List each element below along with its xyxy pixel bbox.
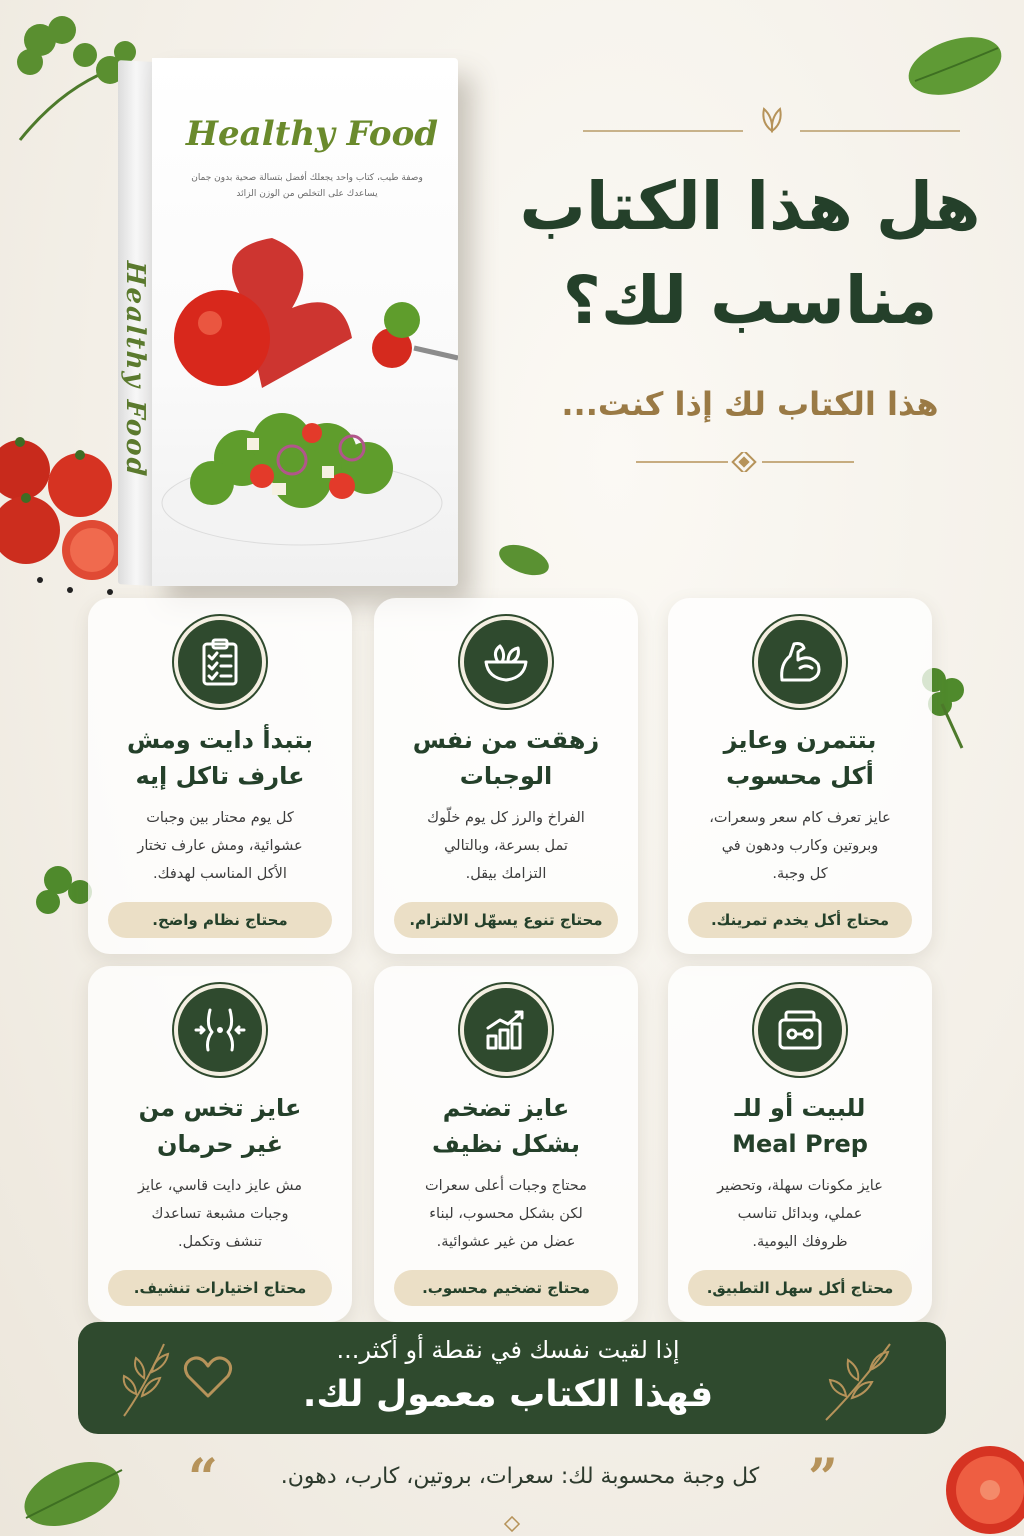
card-need-badge: محتاج نظام واضح.	[108, 902, 332, 938]
book-spine-title: Healthy Food	[120, 260, 150, 479]
card-title-line2: غير حرمان	[156, 1130, 284, 1158]
card-title-line1: بتتمرن وعايز	[723, 726, 877, 754]
card-desc-line3: ظروفك اليومية.	[752, 1234, 848, 1250]
branch-left-icon	[114, 1338, 174, 1420]
card-desc-line1: عايز تعرف كام سعر وسعرات،	[709, 810, 891, 826]
page-title	[480, 160, 1020, 348]
card-need-badge: محتاج تنوع يسهّل الالتزام.	[394, 902, 618, 938]
banner-line2: فهذا الكتاب معمول لك.	[302, 1374, 714, 1415]
card-desc-line2: وجبات مشبعة تساعدك	[151, 1206, 289, 1222]
header-line-right	[800, 130, 960, 132]
page-title-line1: هل هذا الكتاب	[519, 168, 981, 245]
card-training	[668, 598, 932, 954]
card-desc-line2: لكن بشكل محسوب، لبناء	[429, 1206, 583, 1222]
card-title	[386, 722, 626, 794]
card-desc-line1: عايز مكونات سهلة، وتحضير	[717, 1178, 883, 1194]
card-title	[100, 722, 340, 794]
card-desc-line3: الأكل المناسب لهدفك.	[153, 866, 287, 882]
book-cover	[152, 58, 458, 586]
card-title-line1: عايز تضخم	[442, 1094, 570, 1122]
card-description	[110, 804, 330, 888]
quote-open-icon: ”	[808, 1448, 838, 1509]
salad-bowl-photo	[152, 228, 458, 586]
basil-bottom-left-decoration	[14, 1448, 134, 1536]
card-title-line2: الوجبات	[459, 762, 553, 790]
card-title-line2: Meal Prep	[732, 1130, 868, 1158]
card-description	[396, 804, 616, 888]
card-meal-prep	[668, 966, 932, 1322]
tomato-bottom-right-decoration	[924, 1428, 1024, 1536]
heart-icon	[182, 1352, 234, 1400]
header-line-left	[583, 130, 743, 132]
card-desc-line3: عضل من غير عشوائية.	[436, 1234, 576, 1250]
card-desc-line1: الفراخ والرز كل يوم خلّوك	[427, 810, 585, 826]
card-description	[690, 804, 910, 888]
clipboard-checklist-icon	[174, 616, 266, 708]
card-diet-start	[88, 598, 352, 954]
card-desc-line3: التزامك بيقل.	[465, 866, 547, 882]
card-variety	[374, 598, 638, 954]
salad-bowl-icon	[460, 616, 552, 708]
card-description	[110, 1172, 330, 1256]
card-title-line2: عارف تاكل إيه	[135, 762, 305, 790]
branch-right-icon	[818, 1338, 898, 1424]
header-leaf-icon	[755, 103, 789, 133]
card-desc-line2: عملي، وبدائل تناسب	[737, 1206, 863, 1222]
card-desc-line2: تمل بسرعة، وبالتالي	[444, 838, 568, 854]
page-subtitle: هذا الكتاب لك إذا كنت...	[561, 385, 939, 423]
card-title-line1: للبيت أو للـ	[734, 1094, 866, 1122]
card-need-badge: محتاج أكل سهل التطبيق.	[688, 1270, 912, 1306]
book-cover-subtitle: وصفة طيب، كتاب واحد يجعلك أفضل بتسالة صحية بدون جمان يساعدك على التخلص من الوزن الزائد	[191, 173, 423, 199]
card-title	[100, 1090, 340, 1162]
growth-chart-icon	[460, 984, 552, 1076]
card-title-line1: بتبدأ دايت ومش	[126, 726, 314, 754]
card-desc-line1: محتاج وجبات أعلى سعرات	[425, 1178, 587, 1194]
card-clean-bulk	[374, 966, 638, 1322]
footer-quote: كل وجبة محسوبة لك: سعرات، بروتين، كارب، دهون.	[280, 1464, 760, 1489]
card-weight-loss	[88, 966, 352, 1322]
quote-close-icon: “	[188, 1448, 218, 1509]
card-title-line1: زهقت من نفس	[412, 726, 600, 754]
card-need-badge: محتاج اختيارات تنشيف.	[108, 1270, 332, 1306]
book-cover-title: Healthy Food	[185, 114, 439, 154]
basil-top-right-decoration	[900, 26, 1010, 106]
card-need-badge: محتاج تضخيم محسوب.	[394, 1270, 618, 1306]
conclusion-banner	[78, 1322, 946, 1434]
card-title-line2: أكل محسوب	[726, 762, 874, 790]
card-desc-line3: تنشف وتكمل.	[178, 1234, 262, 1250]
slim-waist-icon	[174, 984, 266, 1076]
card-title	[386, 1090, 626, 1162]
card-desc-line1: مش عايز دايت قاسي، عايز	[138, 1178, 302, 1194]
card-desc-line2: عشوائية، ومش عارف تختار	[137, 838, 303, 854]
ornament-divider	[636, 452, 854, 472]
card-title-line2: بشكل نظيف	[432, 1130, 580, 1158]
card-title-line1: عايز تخس من	[138, 1094, 302, 1122]
card-title	[680, 722, 920, 794]
card-title	[680, 1090, 920, 1162]
card-description	[690, 1172, 910, 1256]
banner-line1: إذا لقيت نفسك في نقطة أو أكثر...	[336, 1336, 680, 1364]
card-description	[396, 1172, 616, 1256]
card-desc-line1: كل يوم محتار بين وجبات	[146, 810, 294, 826]
basil-leaf-middle-decoration	[494, 540, 554, 580]
card-desc-line3: كل وجبة.	[772, 866, 828, 882]
muscle-arm-icon	[754, 616, 846, 708]
book-spine	[118, 60, 154, 586]
card-desc-line2: وبروتين وكارب ودهون في	[721, 838, 879, 854]
footer-diamond-icon	[504, 1516, 520, 1532]
card-need-badge: محتاج أكل يخدم تمرينك.	[688, 902, 912, 938]
book-mockup	[118, 58, 458, 586]
meal-prep-container-icon	[754, 984, 846, 1076]
page-title-line2: مناسب لك؟	[562, 262, 938, 339]
